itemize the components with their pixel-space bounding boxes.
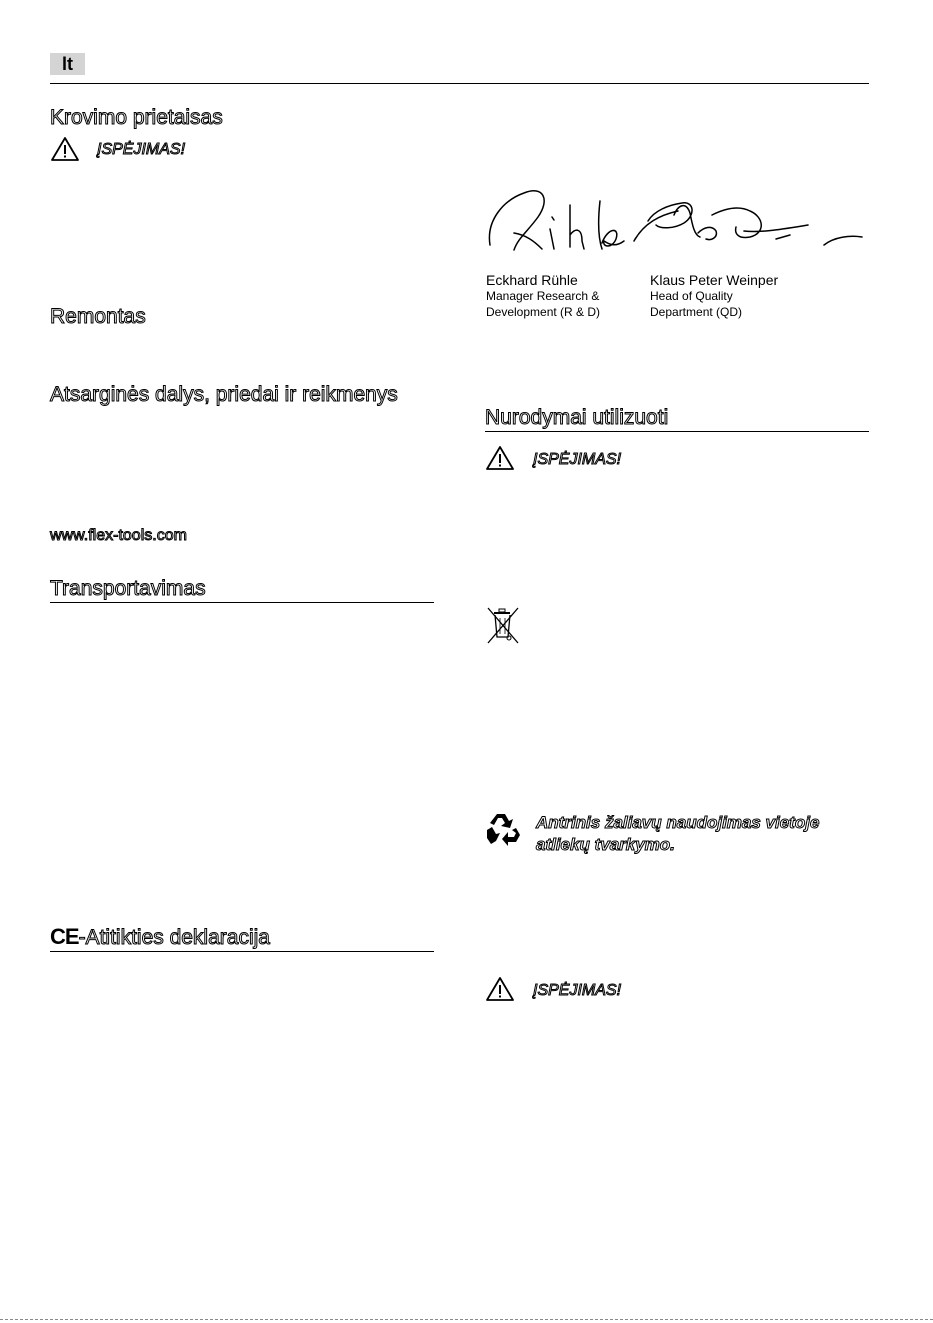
language-tag: lt — [50, 53, 85, 75]
disposal-warning-label: ĮSPĖJIMAS! — [533, 451, 622, 468]
charger-warning-label: ĮSPĖJIMAS! — [97, 141, 186, 158]
recycling-arrows-icon — [483, 810, 523, 848]
repair-heading: Remontas — [50, 305, 146, 328]
signatory-1-name: Eckhard Rühle — [486, 272, 578, 288]
signatory-2-title-2: Department (QD) — [650, 305, 743, 319]
signatory-2-name: Klaus Peter Weinper — [650, 272, 779, 288]
warning-triangle-icon — [485, 445, 515, 471]
warning-triangle-icon — [485, 976, 515, 1002]
spare-parts-heading: Atsarginės dalys, priedai ir reikmenys — [50, 383, 398, 406]
page-bottom-edge — [0, 1319, 933, 1320]
signatory-1-title-1: Manager Research & — [486, 289, 600, 303]
declaration-heading: -Atitikties deklaracija — [78, 926, 270, 949]
warning-triangle-icon — [50, 136, 80, 162]
charger-heading: Krovimo prietaisas — [50, 106, 223, 129]
disposal-heading: Nurodymai utilizuoti — [485, 405, 869, 432]
recycling-line-1: Antrinis žaliavų naudojimas vietoje — [536, 813, 820, 832]
recycling-line-2: atliekų tvarkymo. — [536, 835, 675, 854]
signatory-1-title-2: Development (R & D) — [486, 305, 601, 319]
ce-mark: CE — [50, 924, 79, 949]
website-link[interactable]: www.flex-tools.com — [50, 527, 187, 544]
signatory-2-title-1: Head of Quality — [650, 289, 733, 303]
final-warning-label: ĮSPĖJIMAS! — [533, 982, 622, 999]
declaration-heading-row — [50, 924, 434, 952]
header-rule — [50, 83, 869, 84]
crossed-out-wheelie-bin-icon — [485, 605, 521, 645]
transport-heading: Transportavimas — [50, 576, 434, 603]
signatures — [484, 175, 864, 270]
